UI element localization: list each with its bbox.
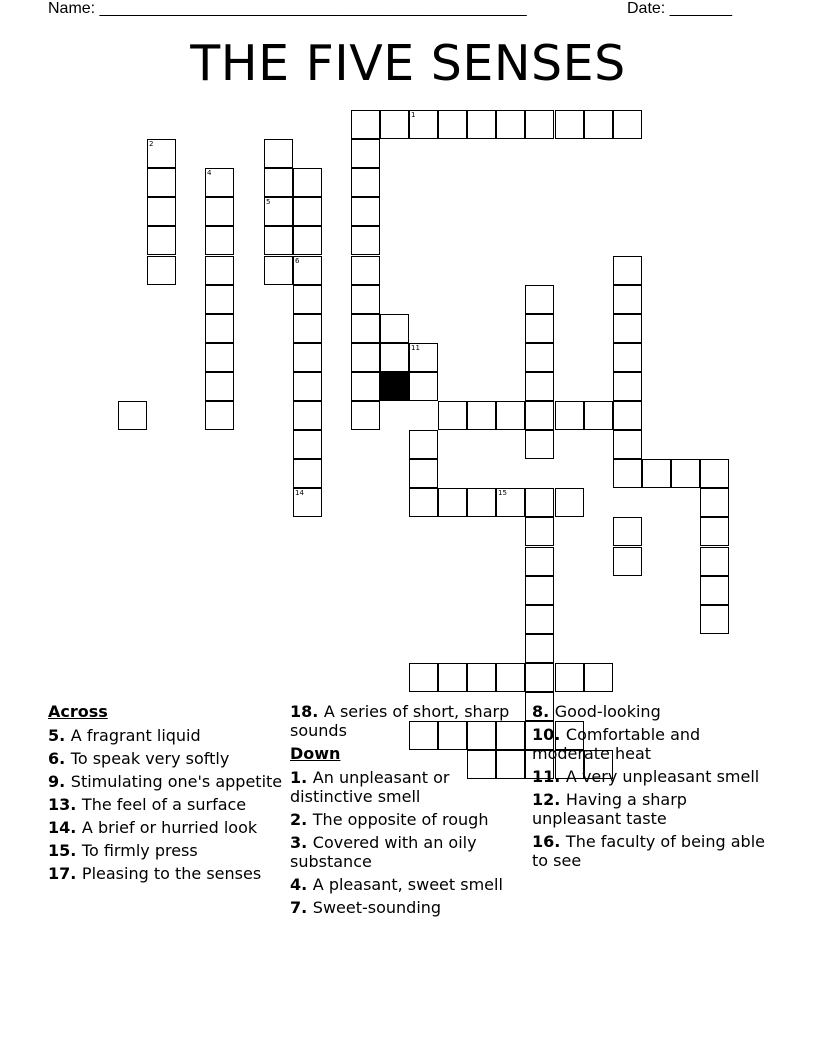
grid-cell[interactable]: [613, 343, 642, 372]
grid-cell[interactable]: [438, 663, 467, 692]
grid-cell[interactable]: [205, 168, 234, 197]
grid-cell[interactable]: [700, 517, 729, 546]
grid-cell[interactable]: [293, 372, 322, 401]
clue-item: [532, 702, 768, 721]
grid-cell[interactable]: [409, 372, 438, 401]
down-clue-list: [290, 768, 526, 917]
clue-number: 15: [498, 489, 507, 497]
clue-item-text: Stimulating one's appetite: [70, 772, 283, 791]
grid-cell[interactable]: [293, 226, 322, 255]
grid-cell[interactable]: [351, 285, 380, 314]
clue-number: 14: [295, 489, 304, 497]
grid-cell[interactable]: [671, 459, 700, 488]
clue-item: [290, 702, 526, 740]
clue-item-number: 12.: [532, 790, 566, 809]
grid-cell[interactable]: [380, 110, 409, 139]
clue-item: [48, 818, 284, 837]
clue-item-text: Sweet-sounding: [312, 898, 442, 917]
grid-cell[interactable]: [351, 226, 380, 255]
grid-cell[interactable]: [293, 459, 322, 488]
clue-item-number: 5.: [48, 726, 71, 745]
clue-item: [290, 810, 526, 829]
clue-item-number: 16.: [532, 832, 566, 851]
date-field-label[interactable]: Date: _______: [627, 0, 732, 17]
clue-number: 2: [149, 140, 154, 148]
clue-column-1: [48, 702, 284, 887]
grid-cell[interactable]: [700, 459, 729, 488]
grid-cell[interactable]: [525, 372, 554, 401]
grid-cell[interactable]: [438, 401, 467, 430]
down-heading: Down: [290, 744, 341, 763]
across-clue-list: [48, 726, 284, 883]
grid-cell[interactable]: [613, 285, 642, 314]
grid-cell[interactable]: [496, 110, 525, 139]
grid-cell[interactable]: [264, 197, 293, 226]
grid-cell[interactable]: [613, 110, 642, 139]
grid-cell[interactable]: [409, 343, 438, 372]
clue-number: 4: [207, 169, 212, 177]
grid-cell[interactable]: [525, 285, 554, 314]
grid-cell[interactable]: [409, 430, 438, 459]
clue-item-number: 8.: [532, 702, 555, 721]
grid-cell[interactable]: [293, 197, 322, 226]
clue-item-text: A very unpleasant smell: [565, 767, 760, 786]
clue-item-number: 6.: [48, 749, 71, 768]
clue-column-2: [290, 702, 526, 921]
clue-item-text: Comfortable and moderate heat: [532, 725, 701, 763]
clue-item-text: An unpleasant or distinctive smell: [290, 768, 450, 806]
grid-cell[interactable]: [525, 401, 554, 430]
grid-cell[interactable]: [700, 488, 729, 517]
grid-cell[interactable]: [351, 139, 380, 168]
clue-item: [290, 768, 526, 806]
clue-item-text: To firmly press: [81, 841, 198, 860]
grid-cell[interactable]: [380, 314, 409, 343]
clue-item-text: The faculty of being able to see: [532, 832, 765, 870]
grid-cell[interactable]: [700, 576, 729, 605]
clue-item-number: 15.: [48, 841, 82, 860]
grid-cell[interactable]: [409, 459, 438, 488]
grid-cell[interactable]: [700, 605, 729, 634]
clue-item-number: 14.: [48, 818, 82, 837]
clue-item: [290, 833, 526, 871]
grid-cell[interactable]: [584, 401, 613, 430]
grid-cell[interactable]: [147, 139, 176, 168]
clue-item-number: 1.: [290, 768, 313, 787]
grid-cell[interactable]: [525, 634, 554, 663]
clue-item-number: 10.: [532, 725, 566, 744]
name-field-label[interactable]: Name: ________________________________________________: [48, 0, 527, 17]
grid-cell[interactable]: [467, 401, 496, 430]
grid-cell[interactable]: [555, 401, 584, 430]
grid-cell[interactable]: [205, 401, 234, 430]
across-heading: Across: [48, 702, 108, 721]
grid-cell[interactable]: [525, 576, 554, 605]
clue-item: [532, 790, 768, 828]
clue-item: [48, 841, 284, 860]
clue-item-text: The feel of a surface: [81, 795, 247, 814]
clue-item: [532, 832, 768, 870]
grid-cell[interactable]: [525, 488, 554, 517]
clue-item-text: Good-looking: [554, 702, 661, 721]
grid-cell[interactable]: [467, 488, 496, 517]
grid-cell[interactable]: [525, 430, 554, 459]
clue-item-number: 18.: [290, 702, 324, 721]
clue-item: [48, 749, 284, 768]
grid-cell[interactable]: [467, 110, 496, 139]
grid-cell[interactable]: [293, 401, 322, 430]
clue-item-number: 7.: [290, 898, 313, 917]
grid-cell[interactable]: [205, 256, 234, 285]
clue-number: 5: [266, 198, 271, 206]
grid-cell[interactable]: [409, 488, 438, 517]
clue-item-text: Having a sharp unpleasant taste: [532, 790, 687, 828]
clue-number: 6: [295, 257, 300, 265]
grid-cell[interactable]: [351, 110, 380, 139]
grid-cell[interactable]: [264, 256, 293, 285]
grid-cell[interactable]: [205, 372, 234, 401]
clue-item-number: 2.: [290, 810, 313, 829]
clue-item-number: 11.: [532, 767, 566, 786]
grid-cell[interactable]: [613, 256, 642, 285]
grid-cell[interactable]: [555, 488, 584, 517]
grid-cell[interactable]: [525, 343, 554, 372]
down-clue-list-continued: [532, 702, 768, 870]
header-line: [48, 0, 748, 20]
grid-cell[interactable]: [147, 226, 176, 255]
grid-cell[interactable]: [205, 197, 234, 226]
grid-cell[interactable]: [264, 139, 293, 168]
clue-item: [532, 725, 768, 763]
grid-cell[interactable]: [205, 285, 234, 314]
grid-cell[interactable]: [351, 256, 380, 285]
grid-cell[interactable]: [613, 547, 642, 576]
grid-cell[interactable]: [409, 663, 438, 692]
clue-item: [48, 772, 284, 791]
grid-cell[interactable]: [467, 663, 496, 692]
grid-cell[interactable]: [147, 168, 176, 197]
grid-cell[interactable]: [438, 110, 467, 139]
clue-item: [48, 864, 284, 883]
grid-cell[interactable]: [525, 517, 554, 546]
grid-cell[interactable]: [555, 663, 584, 692]
grid-cell[interactable]: [147, 197, 176, 226]
grid-cell[interactable]: [293, 343, 322, 372]
grid-cell[interactable]: [118, 401, 147, 430]
grid-cell[interactable]: [205, 343, 234, 372]
clue-item-text: Covered with an oily substance: [290, 833, 477, 871]
grid-cell[interactable]: [496, 488, 525, 517]
grid-cell[interactable]: [642, 459, 671, 488]
grid-cell[interactable]: [700, 547, 729, 576]
grid-cell[interactable]: [584, 663, 613, 692]
clue-item-text: The opposite of rough: [312, 810, 489, 829]
grid-cell[interactable]: [613, 401, 642, 430]
clue-item-text: A fragrant liquid: [70, 726, 201, 745]
grid-cell[interactable]: [525, 110, 554, 139]
grid-cell[interactable]: [525, 314, 554, 343]
grid-cell[interactable]: [555, 110, 584, 139]
grid-cell[interactable]: [351, 343, 380, 372]
grid-cell[interactable]: [205, 226, 234, 255]
grid-cell[interactable]: [293, 168, 322, 197]
grid-cell[interactable]: [293, 430, 322, 459]
clue-item-text: A pleasant, sweet smell: [312, 875, 503, 894]
grid-cell[interactable]: [525, 605, 554, 634]
grid-cell[interactable]: [613, 430, 642, 459]
clue-item-text: A series of short, sharp sounds: [290, 702, 510, 740]
clue-number: 11: [411, 344, 420, 352]
grid-cell[interactable]: [351, 197, 380, 226]
grid-cell[interactable]: [613, 372, 642, 401]
grid-cell[interactable]: [584, 110, 613, 139]
grid-cell[interactable]: [613, 517, 642, 546]
clue-item-number: 17.: [48, 864, 82, 883]
grid-cell[interactable]: [351, 372, 380, 401]
grid-cell[interactable]: [351, 314, 380, 343]
grid-cell[interactable]: [264, 168, 293, 197]
grid-cell[interactable]: [351, 168, 380, 197]
grid-cell[interactable]: [293, 488, 322, 517]
grid-cell[interactable]: [496, 401, 525, 430]
clue-item: [532, 767, 768, 786]
puzzle-title: THE FIVE SENSES: [190, 35, 626, 92]
clue-item-number: 9.: [48, 772, 71, 791]
grid-cell[interactable]: [147, 256, 176, 285]
clue-item-text: Pleasing to the senses: [81, 864, 262, 883]
clue-item-number: 13.: [48, 795, 82, 814]
clue-item-text: To speak very softly: [70, 749, 230, 768]
grid-cell[interactable]: [496, 663, 525, 692]
grid-cell[interactable]: [613, 459, 642, 488]
grid-cell[interactable]: [293, 314, 322, 343]
grid-cell[interactable]: [264, 226, 293, 255]
clue-column-3: [532, 702, 768, 874]
clue-item: [290, 875, 526, 894]
grid-cell[interactable]: [205, 314, 234, 343]
clue-number: 1: [411, 111, 416, 119]
grid-cell[interactable]: [525, 663, 554, 692]
grid-cell[interactable]: [351, 401, 380, 430]
clue-item: [48, 726, 284, 745]
grid-cell[interactable]: [525, 547, 554, 576]
clue-item: [290, 898, 526, 917]
grid-cell[interactable]: [293, 256, 322, 285]
clue-item-number: 4.: [290, 875, 313, 894]
grid-cell[interactable]: [613, 314, 642, 343]
grid-cell[interactable]: [438, 488, 467, 517]
grid-block: [380, 372, 409, 401]
grid-cell[interactable]: [409, 110, 438, 139]
clue-item-text: A brief or hurried look: [81, 818, 258, 837]
clue-item-number: 3.: [290, 833, 313, 852]
grid-cell[interactable]: [293, 285, 322, 314]
clue-item: [48, 795, 284, 814]
across-clue-list-continued: [290, 702, 526, 740]
grid-cell[interactable]: [380, 343, 409, 372]
